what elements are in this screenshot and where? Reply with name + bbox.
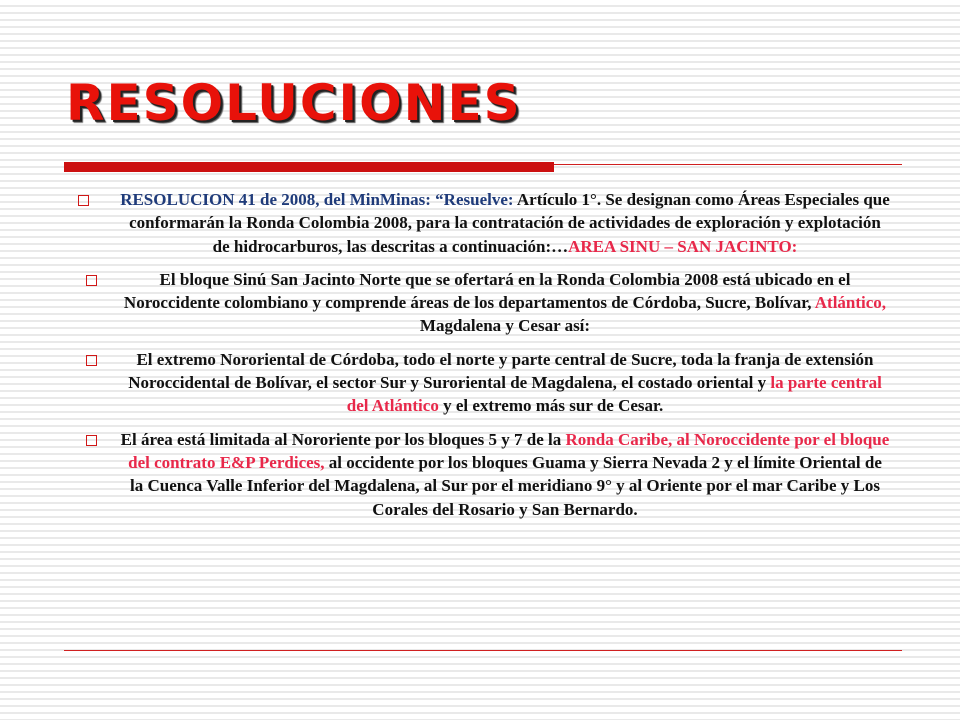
bullet-item-extremo: [64, 348, 902, 418]
bullet-2-highlight: Atlántico,: [814, 293, 887, 313]
title-underline-thin: [554, 164, 902, 165]
bullet-item-area-limitada: [64, 428, 902, 521]
square-bullet-icon: [86, 275, 97, 286]
bullet-4-highlight: Ronda Caribe, al Noroccidente por el bloque del contrato E&P Perdices,: [128, 429, 890, 472]
bullet-1-intro: RESOLUCION 41 de 2008, del MinMinas: “Resuelve:: [120, 190, 517, 209]
square-bullet-icon: [86, 435, 97, 446]
slide-title: RESOLUCIONES: [66, 74, 522, 132]
bullet-1-area-name: AREA SINU – SAN JACINTO:: [568, 236, 798, 256]
bullet-2-text-a: El bloque Sinú San Jacinto Norte que se ofertará en la Ronda Colombia 2008 está ubicado en el Noroccidente colombiano y comprende áreas de los departamentos de Córdoba, Sucre, Bolívar,: [123, 269, 851, 313]
title-underline-thick: [64, 162, 554, 172]
bullet-3-text-b: y el extremo más sur de Cesar.: [438, 396, 664, 416]
bullet-list: [64, 188, 902, 531]
bullet-3-highlight: la parte central del Atlántico: [346, 373, 882, 416]
bullet-item-resolucion: [64, 188, 902, 258]
bullet-2-text-b: Magdalena y Cesar así:: [419, 316, 591, 336]
square-bullet-icon: [86, 355, 97, 366]
footer-rule: [64, 650, 902, 651]
bullet-4-text-a: El área está limitada al Nororiente por los bloques 5 y 7 de la: [120, 429, 566, 449]
square-bullet-icon: [78, 195, 89, 206]
bullet-item-bloque: [64, 268, 902, 338]
bullet-1-body: Artículo 1°. Se designan como Áreas Especiales que conformarán la Ronda Colombia 2008, para la contratación de actividades de exploración y explotación de hidrocarburos, las descritas a continuación:…: [129, 190, 890, 256]
bullet-3-text-a: El extremo Nororiental de Córdoba, todo el norte y parte central de Sucre, toda la franja de extensión Noroccidental de Bolívar, el sector Sur y Suroriental de Magdalena, el costado oriental y: [128, 349, 874, 393]
bullet-4-text-b: al occidente por los bloques Guama y Sierra Nevada 2 y el límite Oriental de la Cuenca Valle Inferior del Magdalena, al Sur por el meridiano 9° y al Oriente por el mar Caribe y Los Corales del Rosario y San Bernardo.: [130, 452, 882, 519]
